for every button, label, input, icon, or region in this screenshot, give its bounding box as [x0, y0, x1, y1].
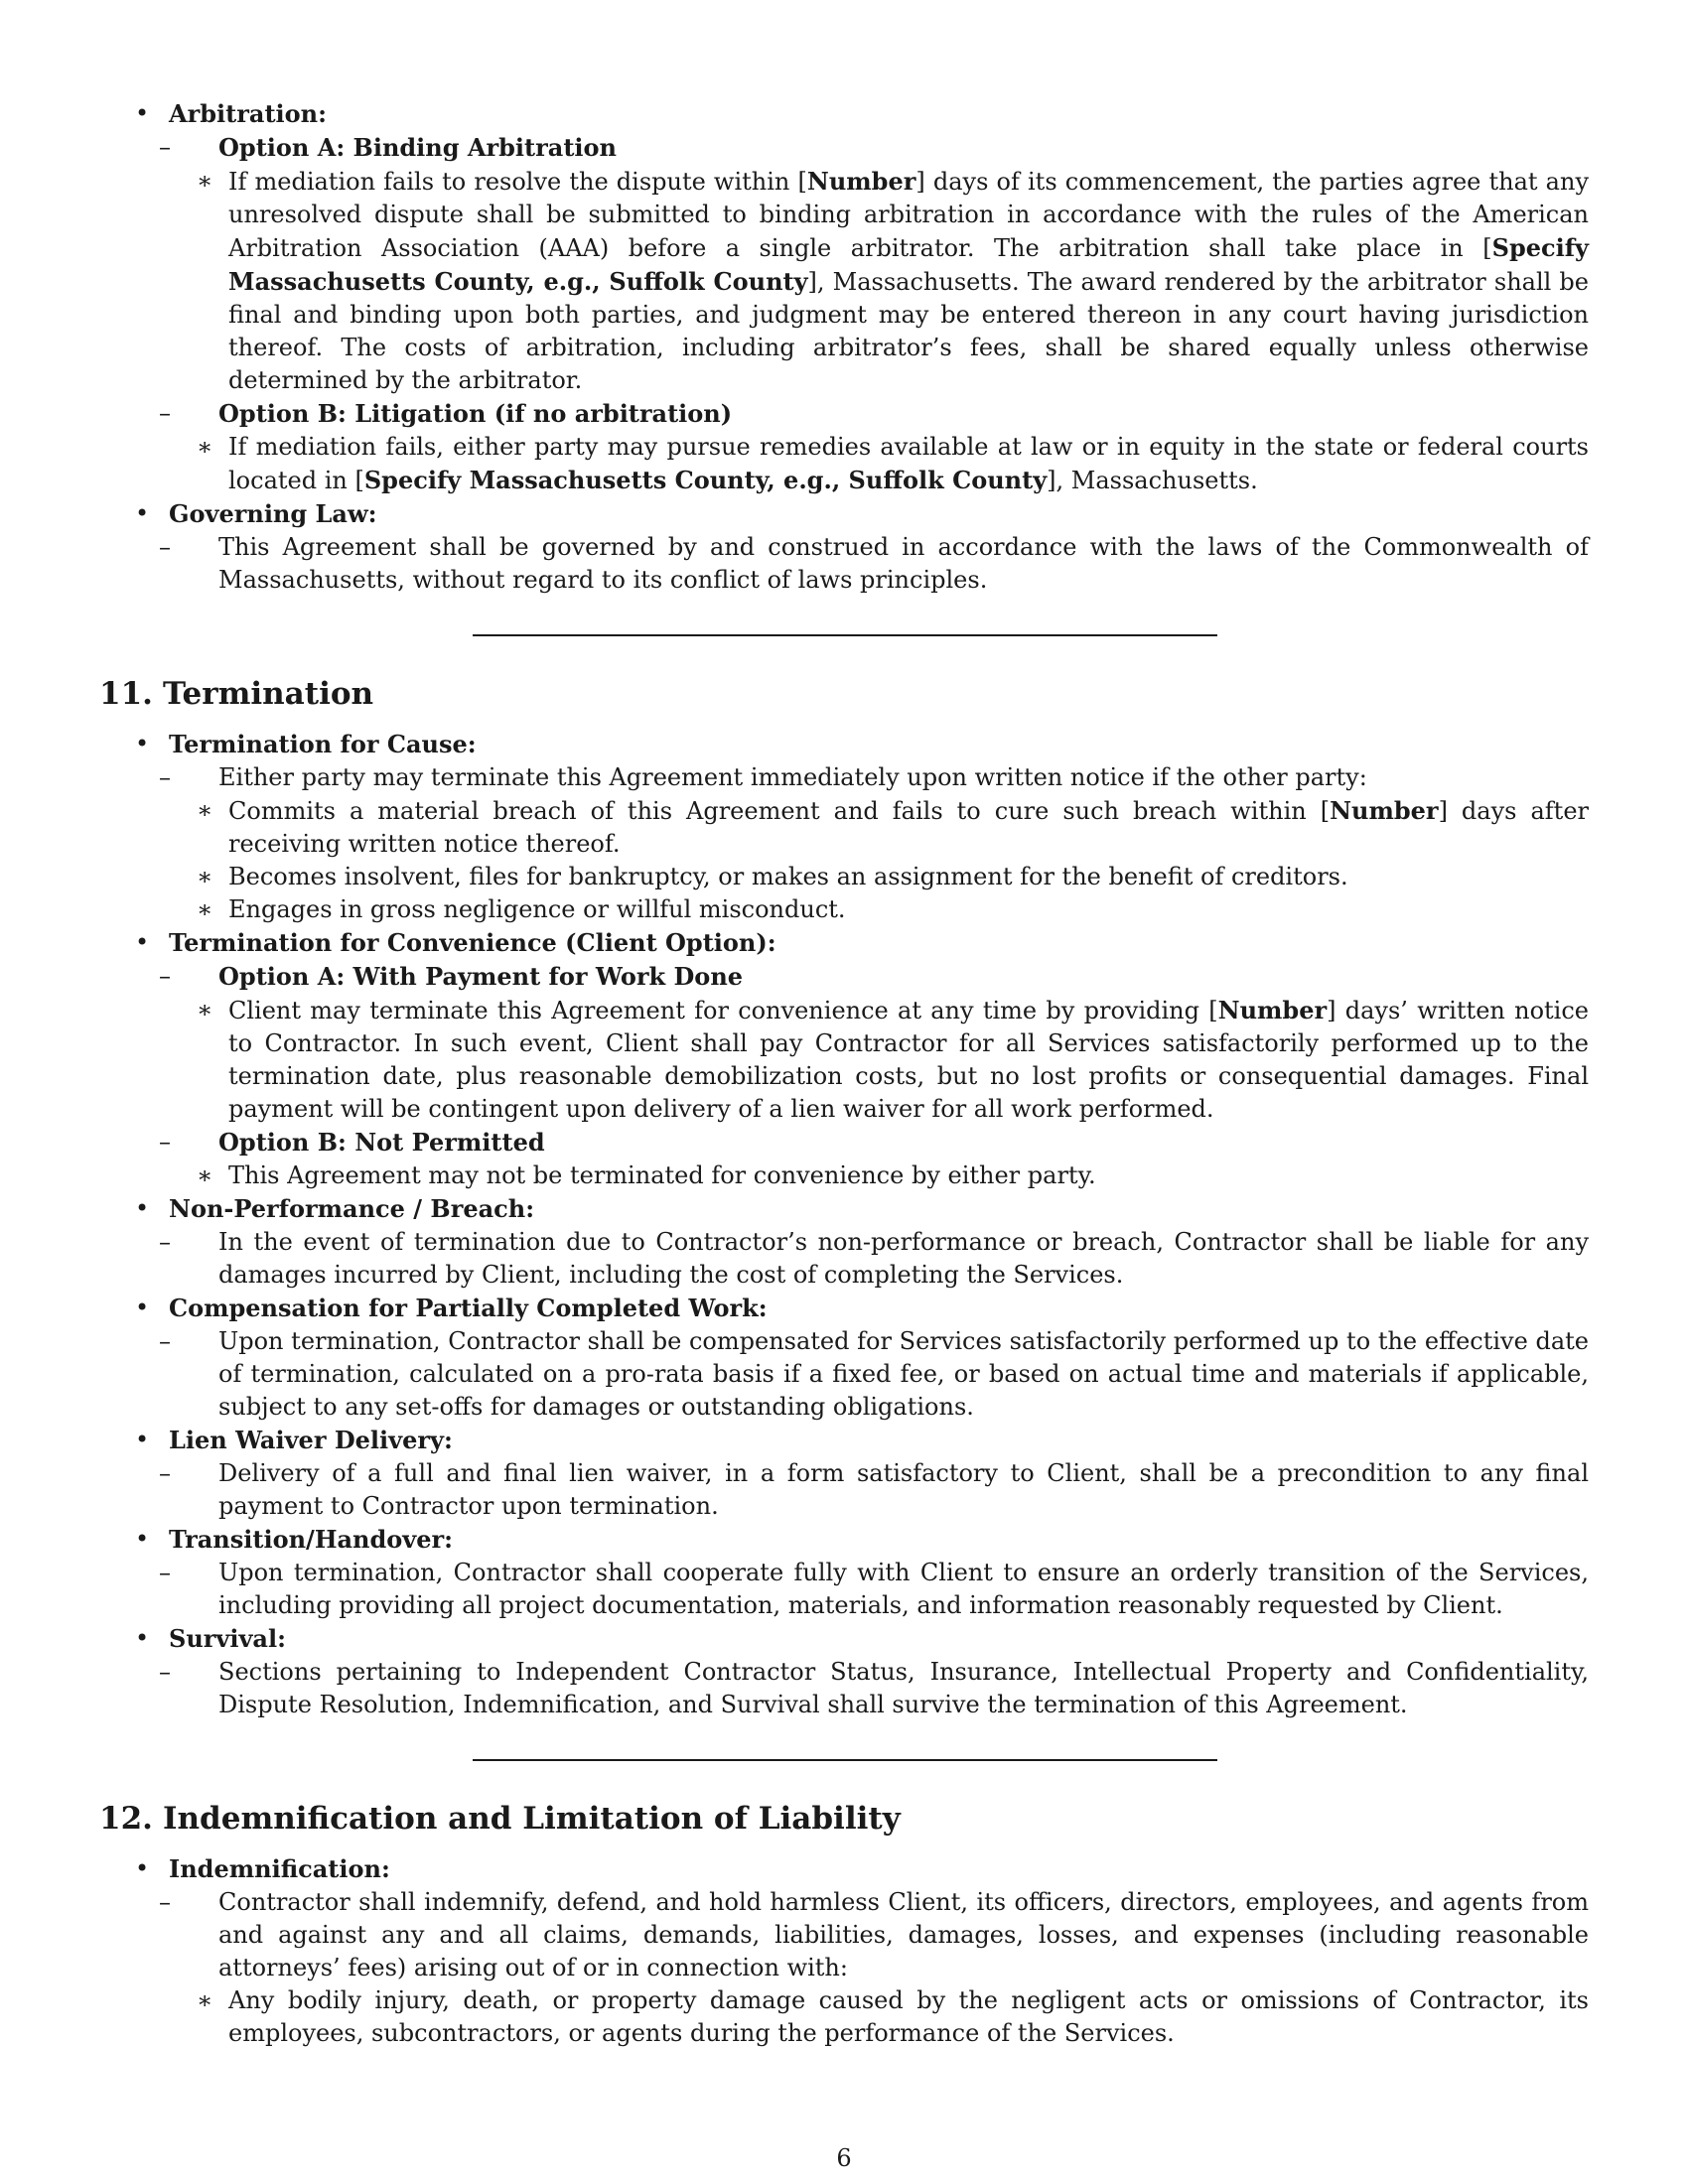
option-b-item [159, 397, 1589, 497]
termination-convenience-item: • Termination for Convenience (Client Option): – Option A: With Payment for Work Done ∗ Client may terminate this Agreement for convenience at any time by providing [Number] days’ written notice to Contractor. In such event, Client shall pay Contractor for all Services satisfactorily performed up to the termination date, plus reasonable demobilization costs, but no lost profits or consequential damages. Final payment will be contingent upon delivery of a lien waiver for all work performed. – Option B: Not Permitted ∗ This Agreement may not be terminated for convenience by either party. [99, 926, 1589, 1192]
section-11-heading: 11. Termination [99, 676, 374, 712]
governing-law-text: – This Agreement shall be governed by and construed in accordance with the laws of the Commonwealth of Massachusetts, without regard to its conflict of laws principles. [159, 531, 1589, 597]
governing-law-item [99, 497, 1589, 597]
page-content [99, 97, 1589, 2050]
convenience-option-b: – Option B: Not Permitted ∗ This Agreement may not be terminated for convenience by either party. [159, 1126, 1589, 1192]
termination-cause-intro: – Either party may terminate this Agreement immediately upon written notice if the other party: ∗ Commits a material breach of this Agreement and fails to cure such breach within [Number] days after receiving written notice thereof. ∗ Becomes insolvent, files for bankruptcy, or makes an assignment for the benefit of creditors. ∗ Engages in gross negligence or willful misconduct. [159, 761, 1589, 926]
section-12-heading: 12. Indemnification and Limitation of Liability [99, 1801, 901, 1837]
termination-cause-item: • Termination for Cause: – Either party may terminate this Agreement immediately upon written notice if the other party: ∗ Commits a material breach of this Agreement and fails to cure such breach within [Number] days after receiving written notice thereof. ∗ Becomes insolvent, files for bankruptcy, or makes an assignment for the benefit of creditors. ∗ Engages in gross negligence or willful misconduct. [99, 728, 1589, 926]
arbitration-item [99, 97, 1589, 497]
governing-law-heading: Governing Law: [169, 499, 377, 528]
cause-item-breach: ∗ Commits a material breach of this Agreement and fails to cure such breach within [Number] days after receiving written notice thereof. [179, 794, 1589, 861]
indemnification-list [99, 1852, 1589, 2050]
dispute-list [99, 97, 1589, 597]
cause-item-insolvent: ∗ Becomes insolvent, files for bankruptcy, or makes an assignment for the benefit of creditors. [179, 861, 1589, 893]
survival-text: – Sections pertaining to Independent Contractor Status, Insurance, Intellectual Property and Confidentiality, Dispute Resolution, Indemnification, and Survival shall survive the termination of this Agreement. [159, 1656, 1589, 1721]
transition-text: – Upon termination, Contractor shall cooperate fully with Client to ensure an orderly transition of the Services, including providing all project documentation, materials, and information reasonably requested by Client. [159, 1557, 1589, 1622]
option-b-title: Option B: Litigation (if no arbitration) [218, 399, 733, 428]
convenience-option-a-text: ∗ Client may terminate this Agreement for convenience at any time by providing [Number] days’ written notice to Contractor. In such event, Client shall pay Contractor for all Services satisfactorily performed up to the termination date, plus reasonable demobilization costs, but no lost profits or consequential damages. Final payment will be contingent upon delivery of a lien waiver for all work performed. [179, 994, 1589, 1126]
arbitration-heading: Arbitration: [169, 99, 327, 128]
nonperformance-item: • Non-Performance / Breach: – In the event of termination due to Contractor’s non-performance or breach, Contractor shall be liable for any damages incurred by Client, including the cost of completing the Services. [99, 1192, 1589, 1292]
nonperformance-text: – In the event of termination due to Contractor’s non-performance or breach, Contractor shall be liable for any damages incurred by Client, including the cost of completing the Services. [159, 1226, 1589, 1292]
indemnification-subitem: ∗ Any bodily injury, death, or property damage caused by the negligent acts or omissions of Contractor, its employees, subcontractors, or agents during the performance of the Services. [179, 1984, 1589, 2050]
termination-list [99, 728, 1589, 1721]
option-a-title: Option A: Binding Arbitration [218, 133, 617, 162]
convenience-option-a: – Option A: With Payment for Work Done ∗ Client may terminate this Agreement for convenience at any time by providing [Number] days’ written notice to Contractor. In such event, Client shall pay Contractor for all Services satisfactorily performed up to the termination date, plus reasonable demobilization costs, but no lost profits or consequential damages. Final payment will be contingent upon delivery of a lien waiver for all work performed. [159, 960, 1589, 1126]
lien-waiver-item: • Lien Waiver Delivery: – Delivery of a full and final lien waiver, in a form satisfactory to Client, shall be a precondition to any final payment to Contractor upon termination. [99, 1424, 1589, 1523]
option-a-item [159, 131, 1589, 397]
section-divider [473, 1759, 1217, 1761]
lien-waiver-text: – Delivery of a full and final lien waiver, in a form satisfactory to Client, shall be a precondition to any final payment to Contractor upon termination. [159, 1457, 1589, 1523]
indemnification-text: – Contractor shall indemnify, defend, and hold harmless Client, its officers, directors, employees, and agents from and against any and all claims, demands, liabilities, damages, losses, and expenses (including reasonable attorneys’ fees) arising out of or in connection with: ∗ Any bodily injury, death, or property damage caused by the negligent acts or omissions of Contractor, its employees, subcontractors, or agents during the performance of the Services. [159, 1886, 1589, 2050]
option-a-text: ∗ If mediation fails to resolve the dispute within [Number] days of its commencement, the parties agree that any unresolved dispute shall be submitted to binding arbitration in accordance with the rules of the American Arbitration Association (AAA) before a single arbitrator. The arbitration shall take place in [Specify Massachusetts County, e.g., Suffolk County], Massachusetts. The award rendered by the arbitrator shall be final and binding upon both parties, and judgment may be entered thereon in any court having jurisdiction thereof. The costs of arbitration, including arbitrator’s fees, shall be shared equally unless otherwise determined by the arbitrator. [179, 165, 1589, 397]
cause-item-negligence: ∗ Engages in gross negligence or willful misconduct. [179, 893, 1589, 926]
compensation-text: – Upon termination, Contractor shall be compensated for Services satisfactorily performed up to the effective date of termination, calculated on a pro-rata basis if a fixed fee, or based on actual time and materials if applicable, subject to any set-offs for damages or outstanding obligations. [159, 1325, 1589, 1424]
compensation-item: • Compensation for Partially Completed Work: – Upon termination, Contractor shall be compensated for Services satisfactorily performed up to the effective date of termination, calculated on a pro-rata basis if a fixed fee, or based on actual time and materials if applicable, subject to any set-offs for damages or outstanding obligations. [99, 1292, 1589, 1424]
convenience-option-b-text: ∗ This Agreement may not be terminated for convenience by either party. [179, 1160, 1589, 1192]
page-number: 6 [836, 2144, 852, 2172]
section-divider [473, 634, 1217, 636]
indemnification-item: • Indemnification: – Contractor shall indemnify, defend, and hold harmless Client, its officers, directors, employees, and agents from and against any and all claims, demands, liabilities, damages, losses, and expenses (including reasonable attorneys’ fees) arising out of or in connection with: ∗ Any bodily injury, death, or property damage caused by the negligent acts or omissions of Contractor, its employees, subcontractors, or agents during the performance of the Services. [99, 1852, 1589, 2050]
option-b-text: ∗ If mediation fails, either party may pursue remedies available at law or in equity in the state or federal courts located in [Specify Massachusetts County, e.g., Suffolk County], Massachusetts. [179, 431, 1589, 497]
transition-item: • Transition/Handover: – Upon termination, Contractor shall cooperate fully with Client to ensure an orderly transition of the Services, including providing all project documentation, materials, and information reasonably requested by Client. [99, 1523, 1589, 1622]
survival-item: • Survival: – Sections pertaining to Independent Contractor Status, Insurance, Intellectual Property and Confidentiality, Dispute Resolution, Indemnification, and Survival shall survive the termination of this Agreement. [99, 1622, 1589, 1721]
